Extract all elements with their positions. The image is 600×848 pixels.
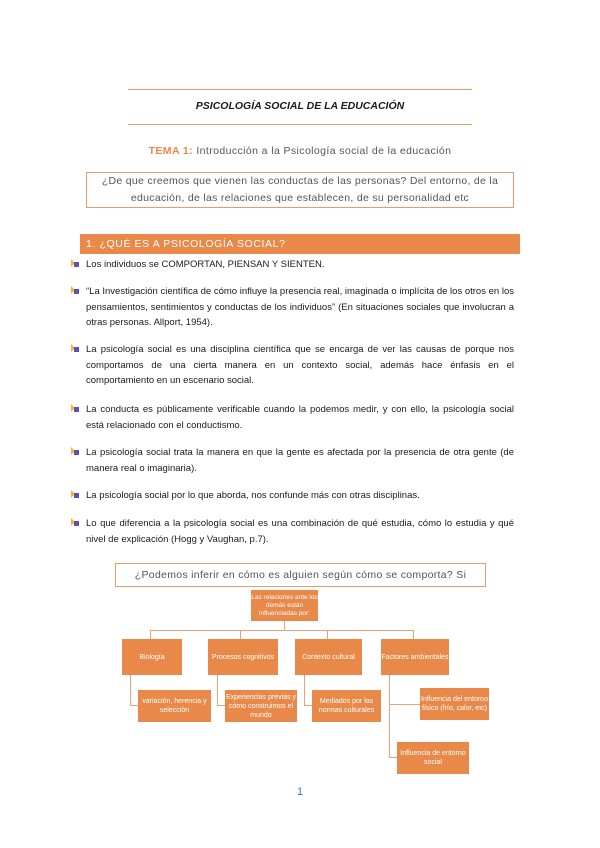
connector-line	[304, 705, 312, 706]
connector-line	[304, 675, 305, 705]
bullet-icon	[71, 286, 80, 295]
list-item-text: “La Investigación científica de cómo influye la presencia real, imaginada o implícita de los otros en los pensamientos, sentimientos y conductas de los individuos” (En situaciones sociales que involucran a otras personas. Allport, 1954).	[86, 286, 514, 328]
page-number: 1	[296, 786, 304, 798]
diagram-node-contexto-cultural: Contexto cultural	[295, 639, 362, 675]
bullet-icon	[71, 518, 80, 527]
list-item	[86, 488, 514, 504]
list-item	[86, 284, 514, 331]
connector-line	[389, 757, 397, 758]
diagram-root-node: Las relaciones ante los demás están influenciadas por:	[251, 590, 318, 621]
list-item	[86, 445, 514, 476]
list-item-text: La psicología social por lo que aborda, nos confunde más con otras disciplinas.	[86, 490, 420, 501]
diagram-detail-biologia: variación, herencia y selección	[138, 690, 211, 722]
bullet-icon	[71, 344, 80, 353]
question-line-1: ¿De que creemos que vienen las conductas de las personas? Del entorno, de la	[101, 175, 499, 187]
list-item-text: Los individuos se COMPORTAN, PIENSAN Y SIENTEN.	[86, 259, 325, 270]
list-item	[86, 402, 514, 433]
connector-line	[389, 704, 420, 705]
connector-line	[150, 630, 414, 631]
topic-line	[0, 145, 600, 157]
connector-line	[413, 630, 414, 639]
connector-line	[130, 705, 138, 706]
connector-line	[389, 675, 390, 757]
diagram-node-biologia: Biología	[122, 639, 182, 675]
diagram-detail-procesos: Experiencias previas y cómo construimos el mundo	[225, 690, 297, 722]
list-item	[86, 342, 514, 389]
connector-line	[217, 675, 218, 705]
bullet-icon	[71, 447, 80, 456]
bullet-icon	[71, 259, 80, 268]
question-box	[86, 172, 514, 208]
inference-box: ¿Podemos inferir en cómo es alguien según cómo se comporta? Si	[115, 563, 486, 587]
connector-line	[240, 630, 241, 639]
diagram-node-factores-ambientales: Factores ambientales	[381, 639, 449, 675]
list-item-text: La psicología social trata la manera en que la gente es afectada por la presencia de otra gente (de manera real o imaginaria).	[86, 447, 514, 474]
list-item	[86, 257, 514, 273]
header-rule-bottom	[128, 124, 472, 125]
diagram-detail-entorno-social: Influencia de entorno social	[397, 742, 469, 774]
bullet-icon	[71, 404, 80, 413]
header-rule-top	[128, 89, 472, 90]
list-item-text: La psicología social es una disciplina científica que se encarga de ver las causas de porque nos comportamos de una cierta manera en un contexto social, además hace énfasis en el comportamiento en un escenario social.	[86, 344, 514, 386]
question-line-2: educación, de las relaciones que establecen, de su personalidad etc	[130, 192, 470, 204]
list-item-text: Lo que diferencia a la psicología social es una combinación de qué estudia, cómo lo estudia y qué nivel de explicación (Hogg y Vaughan, p.7).	[86, 518, 514, 545]
connector-line	[130, 675, 131, 705]
bullet-icon	[71, 490, 80, 499]
list-item	[86, 516, 514, 547]
connector-line	[327, 630, 328, 639]
connector-line	[150, 630, 151, 639]
diagram-node-procesos-cognitivos: Procesos cognitivos	[208, 639, 278, 675]
topic-label: TEMA 1:	[148, 145, 194, 157]
section-heading: 1. ¿QUÉ ES A PSICOLOGÍA SOCIAL?	[80, 234, 520, 254]
diagram-detail-entorno-fisico: Influencia del entorno físico (frío, calor, etc)	[420, 688, 489, 720]
topic-text: Introducción a la Psicología social de la educación	[196, 145, 452, 157]
list-item-text: La conducta es públicamente verificable cuando la podemos medir, y con ello, la psicología social está relacionado con el conductismo.	[86, 404, 514, 431]
connector-line	[217, 705, 225, 706]
page-title: PSICOLOGÍA SOCIAL DE LA EDUCACIÓN	[195, 100, 405, 112]
diagram-detail-cultural: Mediados por las normas culturales	[312, 690, 381, 722]
